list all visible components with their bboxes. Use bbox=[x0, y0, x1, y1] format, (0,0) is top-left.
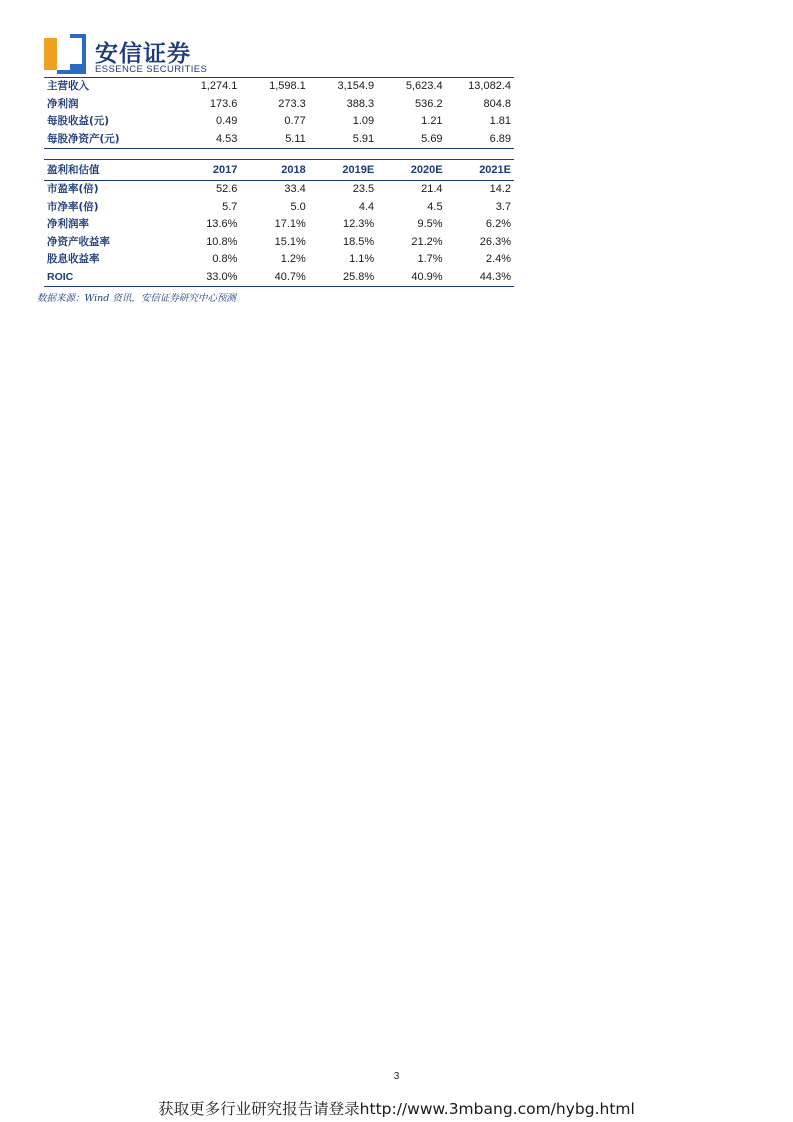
table-cell: 14.2 bbox=[489, 183, 511, 195]
table-cell: 33.4 bbox=[284, 183, 306, 195]
table-cell: 1.81 bbox=[489, 115, 511, 127]
table-cell: 6.89 bbox=[489, 132, 511, 145]
table-cell: 5,623.4 bbox=[405, 80, 443, 92]
table-row bbox=[44, 199, 514, 217]
table-row bbox=[44, 234, 514, 252]
table-cell: 4.5 bbox=[427, 200, 443, 213]
table-cell: 12.3% bbox=[342, 218, 375, 230]
table-cell: 1,274.1 bbox=[200, 80, 238, 92]
table-cell: 44.3% bbox=[479, 270, 511, 283]
table-cell: 40.9% bbox=[411, 270, 443, 283]
table-cell: 52.6 bbox=[215, 183, 238, 195]
table-cell: 388.3 bbox=[346, 97, 375, 110]
table-cell: 10.8% bbox=[206, 235, 238, 248]
essence-logo-icon bbox=[44, 34, 86, 74]
table-cell: 0.49 bbox=[215, 115, 238, 127]
row-label-roic: ROIC bbox=[47, 270, 74, 283]
table-cell: 9.5% bbox=[417, 218, 443, 230]
table-cell: 15.1% bbox=[274, 235, 306, 248]
row-label-roe: 净资产收益率 bbox=[47, 235, 110, 248]
column-header-year: 2021E bbox=[446, 160, 514, 181]
table-cell: 21.2% bbox=[411, 235, 443, 248]
table-cell: 23.5 bbox=[352, 183, 375, 195]
table-cell: 13.6% bbox=[206, 218, 238, 230]
footer-promo-link[interactable]: 获取更多行业研究报告请登录http://www.3mbang.com/hybg.html bbox=[158, 1100, 635, 1118]
table-row bbox=[44, 113, 514, 131]
column-header-year: 2020E bbox=[377, 160, 445, 181]
table-cell: 1,598.1 bbox=[269, 80, 306, 92]
data-source-note: 数据来源：Wind 资讯，安信证券研究中心预测 bbox=[37, 293, 236, 304]
table-cell: 273.3 bbox=[278, 97, 306, 110]
page-number: 3 bbox=[393, 1071, 400, 1082]
row-label-pe: 市盈率(倍) bbox=[47, 183, 99, 195]
table-row bbox=[44, 216, 514, 234]
table-cell: 1.09 bbox=[352, 115, 375, 127]
table-cell: 0.8% bbox=[212, 253, 238, 265]
table-cell: 1.1% bbox=[349, 253, 375, 265]
table-cell: 1.2% bbox=[280, 253, 306, 265]
table-cell: 5.91 bbox=[352, 132, 375, 145]
table-cell: 26.3% bbox=[479, 235, 511, 248]
table-row bbox=[44, 251, 514, 269]
table-cell: 1.7% bbox=[417, 253, 443, 265]
row-label-revenue: 主营收入 bbox=[47, 80, 89, 92]
table-row bbox=[44, 78, 514, 96]
table-cell: 3,154.9 bbox=[337, 80, 375, 92]
table-cell: 4.4 bbox=[358, 200, 375, 213]
table-cell: 2.4% bbox=[485, 253, 511, 265]
table-cell: 21.4 bbox=[421, 183, 443, 195]
table-cell: 25.8% bbox=[342, 270, 375, 283]
column-header-year: 2018 bbox=[240, 160, 308, 181]
row-label-net-profit: 净利润 bbox=[47, 97, 79, 110]
financial-summary-table bbox=[44, 77, 514, 149]
table-cell: 5.0 bbox=[290, 200, 306, 213]
table-cell: 1.21 bbox=[421, 115, 443, 127]
table-cell: 40.7% bbox=[274, 270, 306, 283]
table-row bbox=[44, 96, 514, 114]
company-logo bbox=[44, 34, 214, 78]
column-header-year: 2017 bbox=[172, 160, 240, 181]
row-label-dividend-yield: 股息收益率 bbox=[47, 253, 100, 265]
table-cell: 5.7 bbox=[222, 200, 238, 213]
table-cell: 4.53 bbox=[215, 132, 238, 145]
table-header-row bbox=[44, 160, 514, 181]
table-cell: 804.8 bbox=[483, 97, 511, 110]
table-cell: 536.2 bbox=[415, 97, 443, 110]
table-cell: 6.2% bbox=[485, 218, 511, 230]
row-label-eps: 每股收益(元) bbox=[47, 115, 110, 127]
table-row bbox=[44, 269, 514, 287]
table-cell: 13,082.4 bbox=[468, 80, 511, 92]
row-label-pb: 市净率(倍) bbox=[47, 200, 99, 213]
table-row bbox=[44, 181, 514, 199]
column-header-label: 盈利和估值 bbox=[44, 160, 172, 181]
table-cell: 173.6 bbox=[209, 97, 238, 110]
logo-english-name: ESSENCE SECURITIES bbox=[95, 64, 208, 75]
column-header-year: 2019E bbox=[309, 160, 377, 181]
row-label-bvps: 每股净资产(元) bbox=[47, 132, 120, 145]
table-cell: 33.0% bbox=[206, 270, 238, 283]
table-cell: 3.7 bbox=[495, 200, 511, 213]
valuation-table bbox=[44, 159, 514, 287]
row-label-net-margin: 净利润率 bbox=[47, 218, 89, 230]
table-row bbox=[44, 131, 514, 149]
table-cell: 18.5% bbox=[342, 235, 375, 248]
table-cell: 17.1% bbox=[274, 218, 306, 230]
table-cell: 0.77 bbox=[284, 115, 306, 127]
logo-chinese-name: 安信证券 bbox=[95, 41, 191, 67]
table-cell: 5.11 bbox=[285, 132, 306, 145]
table-cell: 5.69 bbox=[421, 132, 443, 145]
